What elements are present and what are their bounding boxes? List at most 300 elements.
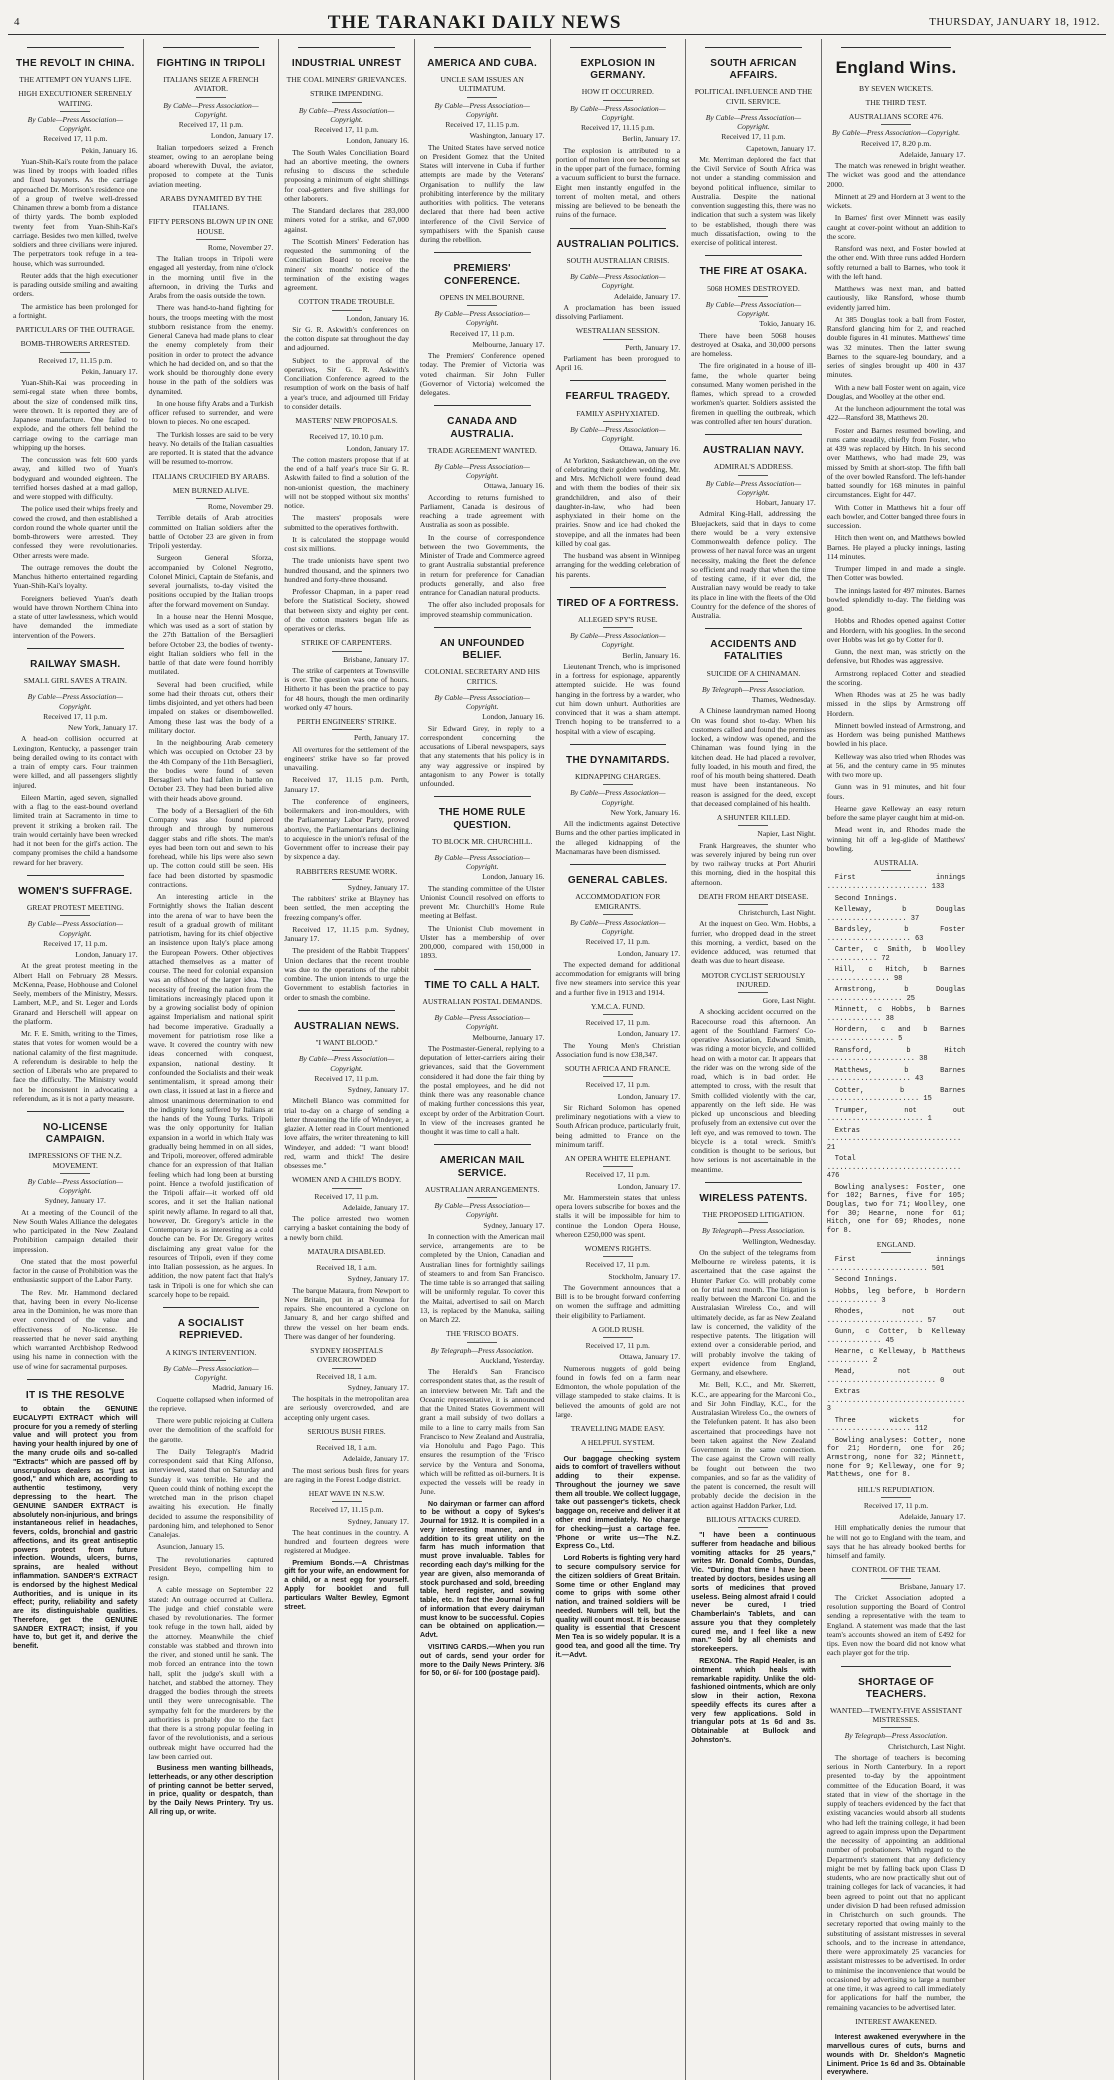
article-subheading: MATAURA DISABLED. <box>307 1246 386 1256</box>
article <box>556 1424 681 1659</box>
paragraph: Matthews was next man, and batted cautiously, like Ransford, whose thumb evidently jarred him. <box>826 284 966 312</box>
paragraph: The outrage removes the doubt the Manchus hitherto entertained regarding Yuan-Shih-Kai's loyalty. <box>13 562 138 591</box>
paragraph: A shocking accident occurred on the Racecourse road this afternoon. An agent of the Southland Farmers' Co-operative Association, Edward Smith, was riding a motor bicycle, and collided head on with a motor car. It appears that the rider was on the wrong side of the road, which is in bad order. He attempted to cross, with the result that Smith collided violently with the car, apparently on the left side. He was picked up unconscious and bleeding profusely from an extensive cut over the left eye, and was removed to town. The bicycle is a total wreck. Smith's condition is thought to be serious, but how serious is not ascertainable in the meantime. <box>691 1007 816 1174</box>
article-subheading: BILIOUS ATTACKS CURED. <box>706 1514 801 1524</box>
article-subheading: MEN BURNED ALIVE. <box>172 485 250 495</box>
headline-rule <box>570 380 667 381</box>
headline-rule <box>841 1666 952 1667</box>
headline-rule <box>434 969 531 970</box>
received-time: Received 18, 1 a.m. <box>316 1263 377 1273</box>
article-headline: EXPLOSION IN GERMANY. <box>580 58 656 82</box>
dateline: Madrid, January 16. <box>212 1383 274 1393</box>
article <box>13 1111 138 1371</box>
dateline: Melbourne, January 17. <box>472 1032 545 1042</box>
dateline: London, January 16. <box>346 313 409 323</box>
divider <box>603 1337 633 1338</box>
dateline: London, January 16. <box>482 872 545 882</box>
dateline: Sydney, January 17. <box>347 1274 409 1284</box>
article <box>556 1244 681 1320</box>
paragraph: The Postmaster-General, replying to a deputation of letter-carriers airing their grievances, said that the Government considered it had done the fair thing by the postal employees, and he did not think there was any reasonable chance of making further concessions this year, except by order of the Arbitration Court. In view of the increases granted he thought it was time to call a halt. <box>419 1043 545 1137</box>
divider <box>332 1368 362 1369</box>
paragraph: Premium Bonds.—A Christmas gift for your wife, an endowment for a child, or a nest egg for yourself. Apply for booklet and full particulars Walter Bewley, Egmont street. <box>284 1557 409 1611</box>
article <box>556 326 681 372</box>
article <box>691 255 816 426</box>
paragraph: The Daily Telegraph's Madrid correspondent said that King Alfonso, interviewed, stated that on Saturday and Sunday it was terrible. He and the Queen could think of nothing except the wretched man in the prison chapel awaiting his execution. He finally decided to assume the responsibility of pardoning him, and telephoned to Senor Canalejas. <box>148 1446 274 1540</box>
paragraph: At the luncheon adjournment the total was 422—Ransford 38, Matthews 20. <box>826 404 966 423</box>
divider <box>603 268 633 269</box>
article <box>149 47 274 189</box>
article <box>420 405 545 619</box>
dateline: Napier, Last Night. <box>757 829 816 839</box>
divider <box>603 421 633 422</box>
divider <box>881 1497 911 1498</box>
divider <box>196 97 226 98</box>
paragraph: With Cotter in Matthews hit a four off each bowler, and Cotter banged three fours in succession. <box>826 502 966 531</box>
divider <box>467 458 497 459</box>
article-byline: By Cable—Press Association—Copyright. <box>705 478 802 497</box>
paragraph: Sir G. R. Askwith's conferences on the cotton dispute sat throughout the day and adjourned. <box>284 324 409 353</box>
article-headline: TIRED OF A FORTRESS. <box>556 597 679 609</box>
scorecard-line: Carter, c Smith, b Woolley ............ 72 <box>826 946 966 963</box>
dateline: Perth, January 17. <box>354 733 409 743</box>
divider <box>332 879 362 880</box>
scorecard-line: Hill, c Hitch, b Barnes ............... 98 <box>826 966 966 983</box>
article-headline: RAILWAY SMASH. <box>30 658 121 670</box>
headline-rule <box>298 1010 395 1011</box>
article <box>284 1427 409 1484</box>
article-headline: THE DYNAMITARDS. <box>566 754 670 766</box>
received-time: Received 17, 11 p.m. <box>585 1260 650 1270</box>
article-subheading: HOW IT OCCURRED. <box>581 87 654 97</box>
headline-rule <box>841 47 952 48</box>
divider <box>603 1256 633 1257</box>
received-time: Received 17, 11 p.m. <box>314 1073 379 1083</box>
dateline: Christchurch, Last Night. <box>888 1741 966 1751</box>
article-subheading: AUSTRALIAN ARRANGEMENTS. <box>425 1184 540 1194</box>
newspaper-title: THE TARANAKI DAILY NEWS <box>327 12 622 33</box>
article-subheading: KIDNAPPING CHARGES. <box>574 772 661 782</box>
article <box>691 1182 816 1510</box>
headline-rule <box>434 627 531 628</box>
dateline: Gore, Last Night. <box>762 996 816 1006</box>
paragraph: According to returns furnished to Parliament, Canada is desirous of reaching a trade agreement with Australia as soon as possible. <box>419 492 545 530</box>
paragraph: Mr. Bell, K.C., and Mr. Skerrett, K.C., are appearing for the Marconi Co., and Sir John Findlay, K.C., for the Australasian Wireless Co., the owners of the Telefunken patent. It has also been ascertained that proceedings have not been taken against the New Zealand Government in the same connection. The case against the Crown will really be fought out between the two companies, and so far as the validity of the patent is concerned, the result will probably decide the decision in the action against Haddon Parker, Ltd. <box>691 1380 816 1510</box>
scorecard-line: Total ................................ 476 <box>826 1155 962 1181</box>
paragraph: "I have been a continuous sufferer from headache and bilious vomiting attacks for 25 years," writes Mr. Donald Combs, Dundas, Vic. "During that time I have been treated by doctors, besides using all sorts of medicines that proved useless. Being almost afraid I could never be cured, I tried Chamberlain's Tablets, and can assure you that they completely cured me, and I feel like a new man." Sold by all chemists and storekeepers. <box>691 1530 816 1654</box>
article <box>556 587 681 736</box>
divider <box>881 1252 911 1253</box>
article <box>556 1154 681 1239</box>
divider <box>467 97 497 98</box>
paragraph: Received 17, 11.15 p.m. Sydney, January 17. <box>284 924 409 944</box>
article-subheading: ALLEGED SPY'S RUSE. <box>577 614 658 624</box>
article-headline: TIME TO CALL A HALT. <box>424 979 540 991</box>
article <box>691 434 816 620</box>
headline-rule <box>705 434 802 435</box>
paragraph: Foreigners believed Yuan's death would have thrown Northern China into a state of utter lawlessness, which would have demanded the immediate intervention of the Powers. <box>13 593 138 640</box>
article <box>284 297 409 411</box>
dateline: New York, January 16. <box>610 807 681 817</box>
paragraph: Terrible details of Arab atrocities committed on Italian soldiers after the battle of October 23 are given in from Tripoli yesterday. <box>148 513 274 551</box>
dateline: London, January 17. <box>617 1091 681 1101</box>
paragraph: The Unionist Club movement in Ulster has a membership of over 200,000, compared with 150,000 in 1893. <box>419 923 545 961</box>
article-subheading: A HELPFUL SYSTEM. <box>580 1438 655 1448</box>
paragraph: In the course of correspondence between the two Governments, the Minister of Trade and Commerce agreed to grant Australia substantial preference in return for preference for Canadian products generally, and also free entrance for Canadian natural products. <box>419 532 545 598</box>
article-byline: By Cable—Press Association—Copyright. <box>570 272 666 291</box>
paragraph: The trade unionists have spent two hundred thousand, and the spinners two hundred and forty-three thousand. <box>284 556 409 584</box>
received-time: Received 17, 11 p.m. <box>43 134 108 144</box>
article-subheading: WOMEN'S RIGHTS. <box>584 1244 651 1254</box>
paragraph: Gunn, the next man, was strictly on the defensive, but Rhodes was aggressive. <box>826 647 966 666</box>
article-headline: AMERICAN MAIL SERVICE. <box>439 1155 525 1179</box>
paragraph: The Cricket Association adopted a resolution supporting the Board of Control sending a representative with the team to England. A statement was made that the last team's accounts showed an item of £492 for tips. Even now the board did not know what each player got for the trip. <box>826 1592 966 1658</box>
article-subheading: ITALIANS CRUCIFIED BY ARABS. <box>152 471 270 481</box>
paragraph: Hobbs and Rhodes opened against Cotter and Hordern, with his googlies. In the second over Hobbs was let go by Cotter for 0. <box>826 616 966 644</box>
dateline: Adelaide, January 17. <box>899 149 966 159</box>
divider <box>332 729 362 730</box>
paragraph: Parliament has been prorogued to April 16. <box>555 353 681 373</box>
headline-rule <box>705 255 802 256</box>
received-time: Received 17, 11.15 p.m. <box>38 355 113 365</box>
divider <box>603 627 633 628</box>
scorecard-line: Second Innings. <box>834 1276 898 1285</box>
article-subheading: "I WANT BLOOD." <box>315 1038 378 1048</box>
article <box>284 1489 409 1556</box>
article <box>420 47 545 244</box>
divider <box>467 1009 497 1010</box>
scorecard-line: Matthews, b Barnes .................... 43 <box>826 1066 966 1084</box>
article <box>420 252 545 397</box>
article <box>284 867 409 1002</box>
scorecard-line: Second Innings. <box>834 894 898 903</box>
paragraph: Subject to the approval of the operatives, Sir G. R. Askwith's Conciliation Conference agreed to the resumption of work on the basis of half a year's truce, and adjourned till Friday to consider details. <box>284 355 409 411</box>
paragraph: The Standard declares that 283,000 miners voted for a strike, and 67,000 against. <box>284 206 409 234</box>
paragraph: Yuan-Shih-Kai's route from the palace was lined by troops with loaded rifles and fixed bayonets. As the carriage approached Dr. Morrison's residence one of a group of twelve well-dressed Chinamen threw a bomb from a distance of thirty yards. The bomb exploded twenty feet from Yuan-Shih-Kai's carriage. Besides two men killed, twelve soldiers and three civilians were injured. The perpetrators took refuge in a tea-house, which was surrounded. <box>13 156 138 268</box>
article-subheading: AUSTRALIAN POSTAL DEMANDS. <box>422 996 542 1006</box>
article-byline: By Cable—Press Association—Copyright. <box>434 461 530 481</box>
article-subheading: FIFTY PERSONS BLOWN UP IN ONE HOUSE. <box>148 217 274 236</box>
paragraph: On the subject of the telegrams from Melbourne re wireless patents, it is ascertained that the case against the Hunter Parker Co. will probably come on for trial next month. The litigation is really between the Marconi Co. and the Australasian Wireless Co., and will ultimately decide, as far as New Zealand law is concerned, the validity of the respective patents. The litigation will extend over a considerable period, and will probably involve the taking of expert evidence from England, Germany, and elsewhere. <box>691 1247 816 1378</box>
dateline: Ottawa, January 17. <box>619 1352 681 1362</box>
article-subheading: GREAT PROTEST MEETING. <box>26 903 124 913</box>
article-byline: By Cable—Press Association—Copyright. <box>832 128 961 138</box>
article <box>691 47 816 247</box>
article <box>827 1565 966 1657</box>
dateline: London, January 17. <box>210 131 274 141</box>
paragraph: At Yorkton, Saskatchewan, on the eve of celebrating their golden wedding, Mr. and Mrs. McNicholl were found dead and with them the bodies of their six grandchildren, and also of their daughter-in-law, who had been asphyxiated in their home on the prairies. Snow and ice had choked the stovepipe, and all the inmates had been killed by coal gas. <box>555 455 681 548</box>
dateline: London, January 16. <box>346 136 409 146</box>
dateline: Sydney, January 17. <box>347 1085 409 1095</box>
article <box>420 1500 545 1679</box>
article-subheading: THE COAL MINERS' GRIEVANCES. <box>286 75 407 85</box>
article-headline: England Wins. <box>835 58 957 77</box>
paragraph: The Scottish Miners' Federation has requested the summoning of the Conciliation Board to receive the miners' six months' notice of the termination of the existing wages agreement. <box>284 236 409 293</box>
article-byline: By Telegraph—Press Association. <box>702 684 805 694</box>
article-headline: FEARFUL TRAGEDY. <box>565 391 671 403</box>
article-subheading: A KING'S INTERVENTION. <box>165 1347 257 1357</box>
divider <box>603 914 633 915</box>
received-time: Received 17, 11.15 p.m. <box>445 120 520 130</box>
article <box>420 796 545 960</box>
article-headline: THE REVOLT IN CHINA. <box>16 58 135 69</box>
paragraph: There was hand-to-hand fighting for hours, the troops meeting with the most stubborn resistance from the enemy. General Caneva had made plans to clear the enemy completely from their position in order to protect the advance which he had decided on, and so that the work should be thoroughly done every house in the path of the soldiers was dynamited. <box>148 303 274 396</box>
article <box>149 472 274 1300</box>
article <box>556 1002 681 1059</box>
article-headline: WIRELESS PATENTS. <box>699 1192 808 1204</box>
article <box>827 1240 966 1479</box>
paragraph: The strike of carpenters at Townsville is over. The question was one of hours. Hitherto it has been the practice to pay for 48 hours, though the men ordinarily worked only 47 hours. <box>284 665 409 712</box>
article <box>284 1346 409 1422</box>
paragraph: The police used their whips freely and cowed the crowd, and then established a cordon round the whole quarter until the bomb-throwers were arrested. They confessed they were revolutionaries. Other arrests were made. <box>13 504 138 560</box>
article <box>149 1764 274 1817</box>
paragraph: Minnett at 29 and Hordern at 3 went to the wickets. <box>826 191 966 211</box>
article-byline: By Cable—Press Association—Copyright. <box>570 917 666 937</box>
dateline: Melbourne, January 17. <box>472 339 545 349</box>
article <box>420 969 545 1137</box>
dateline: Auckland, Yesterday. <box>480 1355 545 1365</box>
article <box>284 717 409 862</box>
scorecard-line: Mead, not out .......................... 0 <box>826 1368 966 1385</box>
article <box>556 1064 681 1149</box>
article <box>556 744 681 856</box>
received-time: Received 17, 11 p.m. <box>450 328 515 338</box>
article <box>556 380 681 578</box>
received-time: Received 18, 1 a.m. <box>316 1371 377 1381</box>
column-1 <box>8 39 144 2080</box>
divider <box>738 1527 768 1528</box>
received-time: Received 17, 11.15 p.m. <box>580 123 655 133</box>
divider <box>738 825 768 826</box>
paragraph: In a house near the Henni Mosque, which was used as a sort of station by the 27th Battalion of the Bersaglieri before October 23, the bodies of twenty-eight Italian soldiers who fell in the battle of that date were found horribly mutilated. <box>148 611 274 677</box>
scorecard-line: Gunn, c Cotter, b Kelleway ............. 45 <box>826 1328 966 1345</box>
divider <box>738 109 768 110</box>
received-time: Received 17, 10.10 p.m. <box>309 432 384 442</box>
paragraph: Kelleway was also tried when Rhodes was at 56, and the century came in 95 minutes with two more up. <box>826 751 966 780</box>
scorecard-line: Hordern, c and b Barnes ................ 5 <box>826 1026 966 1043</box>
paragraph: When Rhodes was at 25 he was badly missed in the slips by Armstrong off Hordern. <box>826 690 966 718</box>
article-subheading: STRIKE IMPENDING. <box>310 89 384 99</box>
article-headline: AUSTRALIAN POLITICS. <box>556 238 680 250</box>
paragraph: At 385 Douglas took a ball from Foster, Ransford glancing him for 2, and reached double figures in 41 minutes. Matthews' time was 32 minutes. Then the latter swung Barnes to the square-leg boundary, and a series of singles brought up 400 in 437 minutes. <box>826 314 966 380</box>
column-3 <box>279 39 415 2080</box>
dateline: Tokio, January 16. <box>759 319 816 329</box>
article-subheading: UNCLE SAM ISSUES AN ULTIMATUM. <box>440 75 524 94</box>
dateline: Ottawa, January 16. <box>483 481 545 491</box>
divider <box>60 915 90 916</box>
article-byline: By Cable—Press Association—Copyright. <box>705 299 802 319</box>
article <box>556 864 681 997</box>
received-time: Received 17, 11 p.m. <box>43 711 108 721</box>
article <box>284 638 409 712</box>
article-subheading: THE 'FRISCO BOATS. <box>445 1329 519 1339</box>
paragraph: The standing committee of the Ulster Unionist Council resolved on efforts to prevent Mr. Churchill's Home Rule meeting at Belfast. <box>419 883 545 921</box>
paragraph: A proclamation has been issued dissolving Parliament. <box>555 302 681 322</box>
received-time: Received 17, 11 p.m. <box>585 937 650 947</box>
article-subheading: BY SEVEN WICKETS. <box>859 83 934 93</box>
dateline: Rome, November 27. <box>207 242 274 252</box>
paragraph: Minnett bowled instead of Armstrong, and as Hordern was being punished Matthews bowled in his place. <box>826 720 966 749</box>
article-subheading: Y.M.C.A. FUND. <box>590 1001 645 1011</box>
paragraph: Frank Hargreaves, the shunter who was severely injured by being run over by two railway trucks at Port Ahuriri this morning, died in the hospital this afternoon. <box>691 840 816 887</box>
headline-rule <box>570 744 667 745</box>
paragraph: An interesting article in the Fortnightly shows the Italian descent into the arena of war to have been the result of a gradual growth of militant patriotism, having for its chief objective an insistence upon Italy's place among the European Powers. Other objectives attached themselves as a matter of course. The need for colonial expansion was an offshoot of the larger idea. The necessity of freeing the nation from the limitations increasingly placed upon it by a growing socialist body of opinion against Imperialism and national spirit had become imperative. Gradually a movement for patriotism rose like a wave. It covered the country with new ideas concerned with conquest, expansion, national destiny. It confounded the Socialists and their weak sentimentalism, it spread among their own class, it issued at last in a fierce and almost unanimous determination to end the indignity long suffered by Italians at the hands of the Young Turks. Tripoli was the only opportunity for Italian expansion in a world in which Italy was gradually being hemmed in on all sides, and Tripoli, moreover, offered admirable chance for an expression of that Italian feeling which had long been at bursting point. Hence a twofold justification of the Tripoli affair—it worked off old scores, and it set the Italian national spirit newly aflame. In regard to all that, however, Dr. Gregory's article in the Contemporary is as interesting as a cold douche can be. For Dr. Gregory writes disclaiming any great value for the resources of Tripoli, even if they come into Italian possession, as he argues. In addition, the now patent fact that Italy's task in Tripoli is one for which she can scarcely hope to be repaid. <box>148 892 274 1299</box>
paragraph: The heat continues in the country. A hundred and fourteen degrees were registered at Mudgee. <box>284 1527 409 1556</box>
dateline: Sydney, January 17. <box>347 1516 409 1526</box>
article-byline: By Cable—Press Association—Copyright. <box>27 114 123 134</box>
article-byline: By Cable—Press Association—Copyright. <box>298 1054 395 1073</box>
column-2 <box>144 39 280 2080</box>
scorecard-line: Trumper, not out ....................... 1 <box>826 1106 966 1124</box>
article-headline: AMERICA AND CUBA. <box>427 58 538 69</box>
article-subheading: HILL'S REPUDIATION. <box>857 1484 935 1494</box>
article-headline: WOMEN'S SUFFRAGE. <box>18 885 133 897</box>
divider <box>603 339 633 340</box>
article-byline: By Cable—Press Association—Copyright. <box>434 852 530 872</box>
divider <box>603 100 633 101</box>
article-subheading: PERTH ENGINEERS' STRIKE. <box>296 717 397 727</box>
received-time: Received 17, 11 p.m. <box>585 1170 650 1180</box>
article-headline: AUSTRALIAN NAVY. <box>702 445 805 457</box>
dateline: London, January 17. <box>617 948 681 958</box>
article-subheading: DEATH FROM HEART DISEASE. <box>698 891 809 901</box>
article <box>420 1144 545 1324</box>
paragraph: Hitch then went on, and Matthews bowled Barnes. He played a plucky innings, lasting 114 minutes. <box>826 533 966 561</box>
article-subheading: ACCOMMODATION FOR EMIGRANTS. <box>575 892 661 911</box>
paragraph: Yuan-Shih-Kai was proceeding in semi-regal state when three bombs, about the size of condensed milk tins, were thrown. It is reported they are of Japanese manufacture. One failed to explode, and the others fell behind the carriage owing to the carriage man whipping up the horses. <box>13 378 138 452</box>
article-headline: AUSTRALIAN NEWS. <box>293 1020 400 1032</box>
column-4 <box>415 39 551 2080</box>
article <box>420 627 545 788</box>
received-time: Received 17, 11.15 p.m. <box>309 1505 384 1515</box>
received-time: Received 17, 11 p.m. <box>585 1080 650 1090</box>
article-subheading: FAMILY ASPHYXIATED. <box>576 408 660 418</box>
paragraph: The Italian troops in Tripoli were engaged all yesterday, from nine o'clock in the morning until five in the afternoon, in driving the Turks and Arabs from the oasis outside the town. <box>148 254 274 301</box>
dateline: Brisbane, January 17. <box>899 1581 966 1591</box>
paragraph: to obtain the GENUINE EUCALYPTI EXTRACT which will procure for you a remedy of sterling value and will protect you from having your health injured by one of the many crude oils and so-called "Extracts" which are passed off by unscrupulous dealers as "just as good," and which are, according to authentic testimony, very depressing to the heart. The GENUINE SANDER EXTRACT is absolutely non-injurious, and brings instantaneous relief in headaches, fevers, colds, bronchial and gastric affections, and its great antiseptic powers protect from future infection. Wounds, ulcers, burns, sprains, are healed without inflammation. SANDER'S EXTRACT is endorsed by the highest Medical Authorities, and is unique in its effect; purity, reliability and safety are its distinguishable qualities. Therefore, get the GENUINE SANDER EXTRACT; insist, if you have to, but get it, and derive the benefit. <box>13 1404 138 1651</box>
article-headline: NO-LICENSE CAMPAIGN. <box>42 1122 108 1146</box>
article-byline: By Cable—Press Association—Copyright. <box>27 919 123 938</box>
scorecard-line: Extras ................................. 3 <box>826 1388 966 1414</box>
article-byline: By Cable—Press Association—Copyright. <box>570 103 666 122</box>
article-byline: By Cable—Press Association—Copyright. <box>434 1013 530 1032</box>
divider <box>60 1173 90 1174</box>
paragraph: A head-on collision occurred at Lexington, Kentucky, a passenger train being derailed owing to its contact with a train of empty cars. Four trainmen were killed, and all passengers slightly injured. <box>13 734 138 790</box>
paragraph: The armistice has been prolonged for a fortnight. <box>13 301 138 320</box>
scorecard-line: Cotter, b Barnes ...................... 15 <box>826 1086 966 1104</box>
paragraph: It is calculated the stoppage would cost six millions. <box>284 534 409 554</box>
scorecard-line: Kelleway, b Douglas ................... 37 <box>826 906 966 923</box>
scorecard-line: Rhodes, not out ....................... 57 <box>826 1308 966 1325</box>
divider <box>738 296 768 297</box>
divider <box>196 498 226 499</box>
paragraph: All overtures for the settlement of the engineers' strike have so far proved unavailing. <box>284 744 409 773</box>
paragraph: The expected demand for additional accommodation for emigrants will bring five new steamers into service this year and a further five in 1913 and 1914. <box>555 959 681 997</box>
scorecard-line: Ransford, b Hitch ..................... 38 <box>826 1046 966 1064</box>
column-5 <box>551 39 687 2080</box>
dateline: Stockholm, January 17. <box>608 1271 681 1281</box>
article <box>691 628 816 808</box>
article-subheading: STRIKE OF CARPENTERS. <box>301 638 392 648</box>
divider <box>332 102 362 103</box>
divider <box>881 1727 911 1728</box>
article <box>284 1175 409 1242</box>
issue-date: THURSDAY, JANUARY 18, 1912. <box>929 16 1100 28</box>
paragraph: At a meeting of the Council of the New South Wales Alliance the delegates who participated in the New Zealand Prohibition campaign detailed their impression. <box>13 1207 138 1254</box>
article <box>827 858 966 1235</box>
article-subheading: AN OPERA WHITE ELEPHANT. <box>564 1154 671 1164</box>
divider <box>332 1188 362 1189</box>
dateline: Adelaide, January 17. <box>342 1202 409 1212</box>
dateline: Sydney, January 17. <box>347 1382 409 1392</box>
paragraph: Surgeon General Sforza, accompanied by Colonel Negrotto, Colonel Minici, Captain de Stefanis, and several journalists, to-day visited the positions occupied by the Italian troops after the forward movement on Sunday. <box>148 553 274 609</box>
paragraph: The husband was absent in Winnipeg arranging for the wedding celebration of his parents. <box>555 551 681 579</box>
received-time: Received 17, 11 p.m. <box>314 125 379 135</box>
scorecard-line: Armstrong, b Douglas .................. 25 <box>826 986 966 1003</box>
paragraph: Mr. F. E. Smith, writing to the Times, states that votes for women would be a national calamity of the first magnitude. A referendum is desirable to help the section of Liberals who are prepared to face the difficulty. The Ministry would not be inconsistent in advocating a referendum, as it is not a party measure. <box>13 1029 138 1103</box>
headline-rule <box>705 47 802 48</box>
article-byline: By Cable—Press Association—Copyright. <box>570 424 666 443</box>
divider <box>881 1578 911 1579</box>
dateline: London, January 17. <box>617 1029 681 1039</box>
article-subheading: THE ATTEMPT ON YUAN'S LIFE. <box>19 75 132 85</box>
divider <box>196 1360 226 1361</box>
article-byline: By Cable—Press Association—Copyright. <box>570 788 666 807</box>
article-headline: INDUSTRIAL UNREST <box>291 58 402 69</box>
headline-rule <box>570 864 667 865</box>
received-time: Received 17, 11 p.m. <box>585 1341 650 1351</box>
column-7 <box>822 39 971 2080</box>
article-headline: A SOCIALIST REPRIEVED. <box>177 1318 245 1342</box>
paragraph: Italian torpedoers seized a French steamer, owing to an aeroplane being aboard wherewith Duval, the aviator, proposed to compete at the Tunis aviation meeting. <box>148 142 274 189</box>
headline-rule <box>27 47 124 48</box>
paragraph: Hill emphatically denies the rumour that he will not go to England with the team, and says that he has already booked berths for himself and family. <box>826 1523 966 1561</box>
headline-rule <box>434 47 531 48</box>
article-subheading: THE THIRD TEST. <box>865 97 927 107</box>
received-time: Received 17, 11 p.m. <box>314 1191 379 1201</box>
article-headline: THE HOME RULE QUESTION. <box>438 807 526 831</box>
article <box>13 325 138 640</box>
divider <box>467 689 497 690</box>
divider <box>738 681 768 682</box>
headline-rule <box>434 796 531 797</box>
article-subheading: ADMIRAL'S ADDRESS. <box>713 462 793 472</box>
divider <box>738 1222 768 1223</box>
article-subheading: TO BLOCK MR. CHURCHILL. <box>431 836 533 846</box>
masthead <box>8 0 1106 35</box>
paragraph: The innings lasted for 497 minutes. Barnes bowled splendidly to-day. The fielding was good. <box>826 585 966 614</box>
scorecard-line: Minnett, c Hobbs, b Barnes ............. 38 <box>826 1006 966 1023</box>
dateline: New York, January 17. <box>68 723 138 733</box>
paragraph: The masters' proposals were submitted to the operatives forthwith. <box>284 513 409 532</box>
article-subheading: BOMB-THROWERS ARRESTED. <box>20 339 130 349</box>
dateline: Brisbane, January 17. <box>343 654 409 664</box>
article <box>556 47 681 220</box>
article-byline: By Telegraph—Press Association. <box>702 1226 805 1236</box>
article-byline: By Cable—Press Association—Copyright. <box>27 1176 123 1196</box>
paragraph: At the great protest meeting in the Albert Hall on February 28 Messrs. McKenna, Pease, Hobhouse and Colonel Seely, members of the Ministry, Messrs. Lambert, M.P., and St. Leger and Lords Granard and Herschell will appear on the platform. <box>13 961 138 1026</box>
article <box>13 875 138 1103</box>
paragraph: The shortage of teachers is becoming serious in North Canterbury. In a report presented to-day by the appointment committee of the Education Board, it was stated that in view of the shortage in the supply of teachers evidenced by the fact that existing vacancies would absorb all students who had left the training college, it had been agreed to again impress upon the Department the necessity of appointing an additional number of probationers. With regard to the Department's statement that any deficiency might be met by falling back upon Class D students, who are now practically shut out of training colleges for lack of vacancies, it had been agreed to point out that no applicant under division D had been refused admission in Christchurch on such grounds. The secretary reported that owing mainly to the substituting of assistant mistresses in several schools, and to the increase in attendance, there were approximately 25 vacancies for assistant mistresses to be advertised. In order to minimise the inconvenience that would be occasioned by advertising so large a number at one time, it was agreed to call immediately for applications for half the number, the remaining vacancies to be advertised later. <box>826 1752 966 2012</box>
divider <box>881 124 911 125</box>
article-headline: PREMIERS' CONFERENCE. <box>444 263 521 287</box>
dateline: Capetown, January 17. <box>746 143 816 153</box>
paragraph: Lieutenant Trench, who is imprisoned in a fortress for espionage, apparently attempted suicide. He was found hanging in the fortress by a warder, who cut him down unhurt. Authorities are convinced that it was a sham attempt. Trench hoping to be transferred to a hospital with a view of escaping. <box>555 661 681 736</box>
article-headline: THE FIRE AT OSAKA. <box>699 266 808 278</box>
paragraph: Gunn was in 91 minutes, and hit four fours. <box>826 782 966 801</box>
divider <box>738 904 768 905</box>
article <box>420 1329 545 1496</box>
paragraph: Our baggage checking system aids to comfort of travellers without adding to their expense. Throughout the journey we save them all trouble. We collect luggage, take out passenger's tickets, check baggage on, receive and deliver it at other end immediately. No charge for checking—just a cartage fee. 'Phone or write us—The N.Z. Express Co., Ltd. <box>555 1453 681 1551</box>
